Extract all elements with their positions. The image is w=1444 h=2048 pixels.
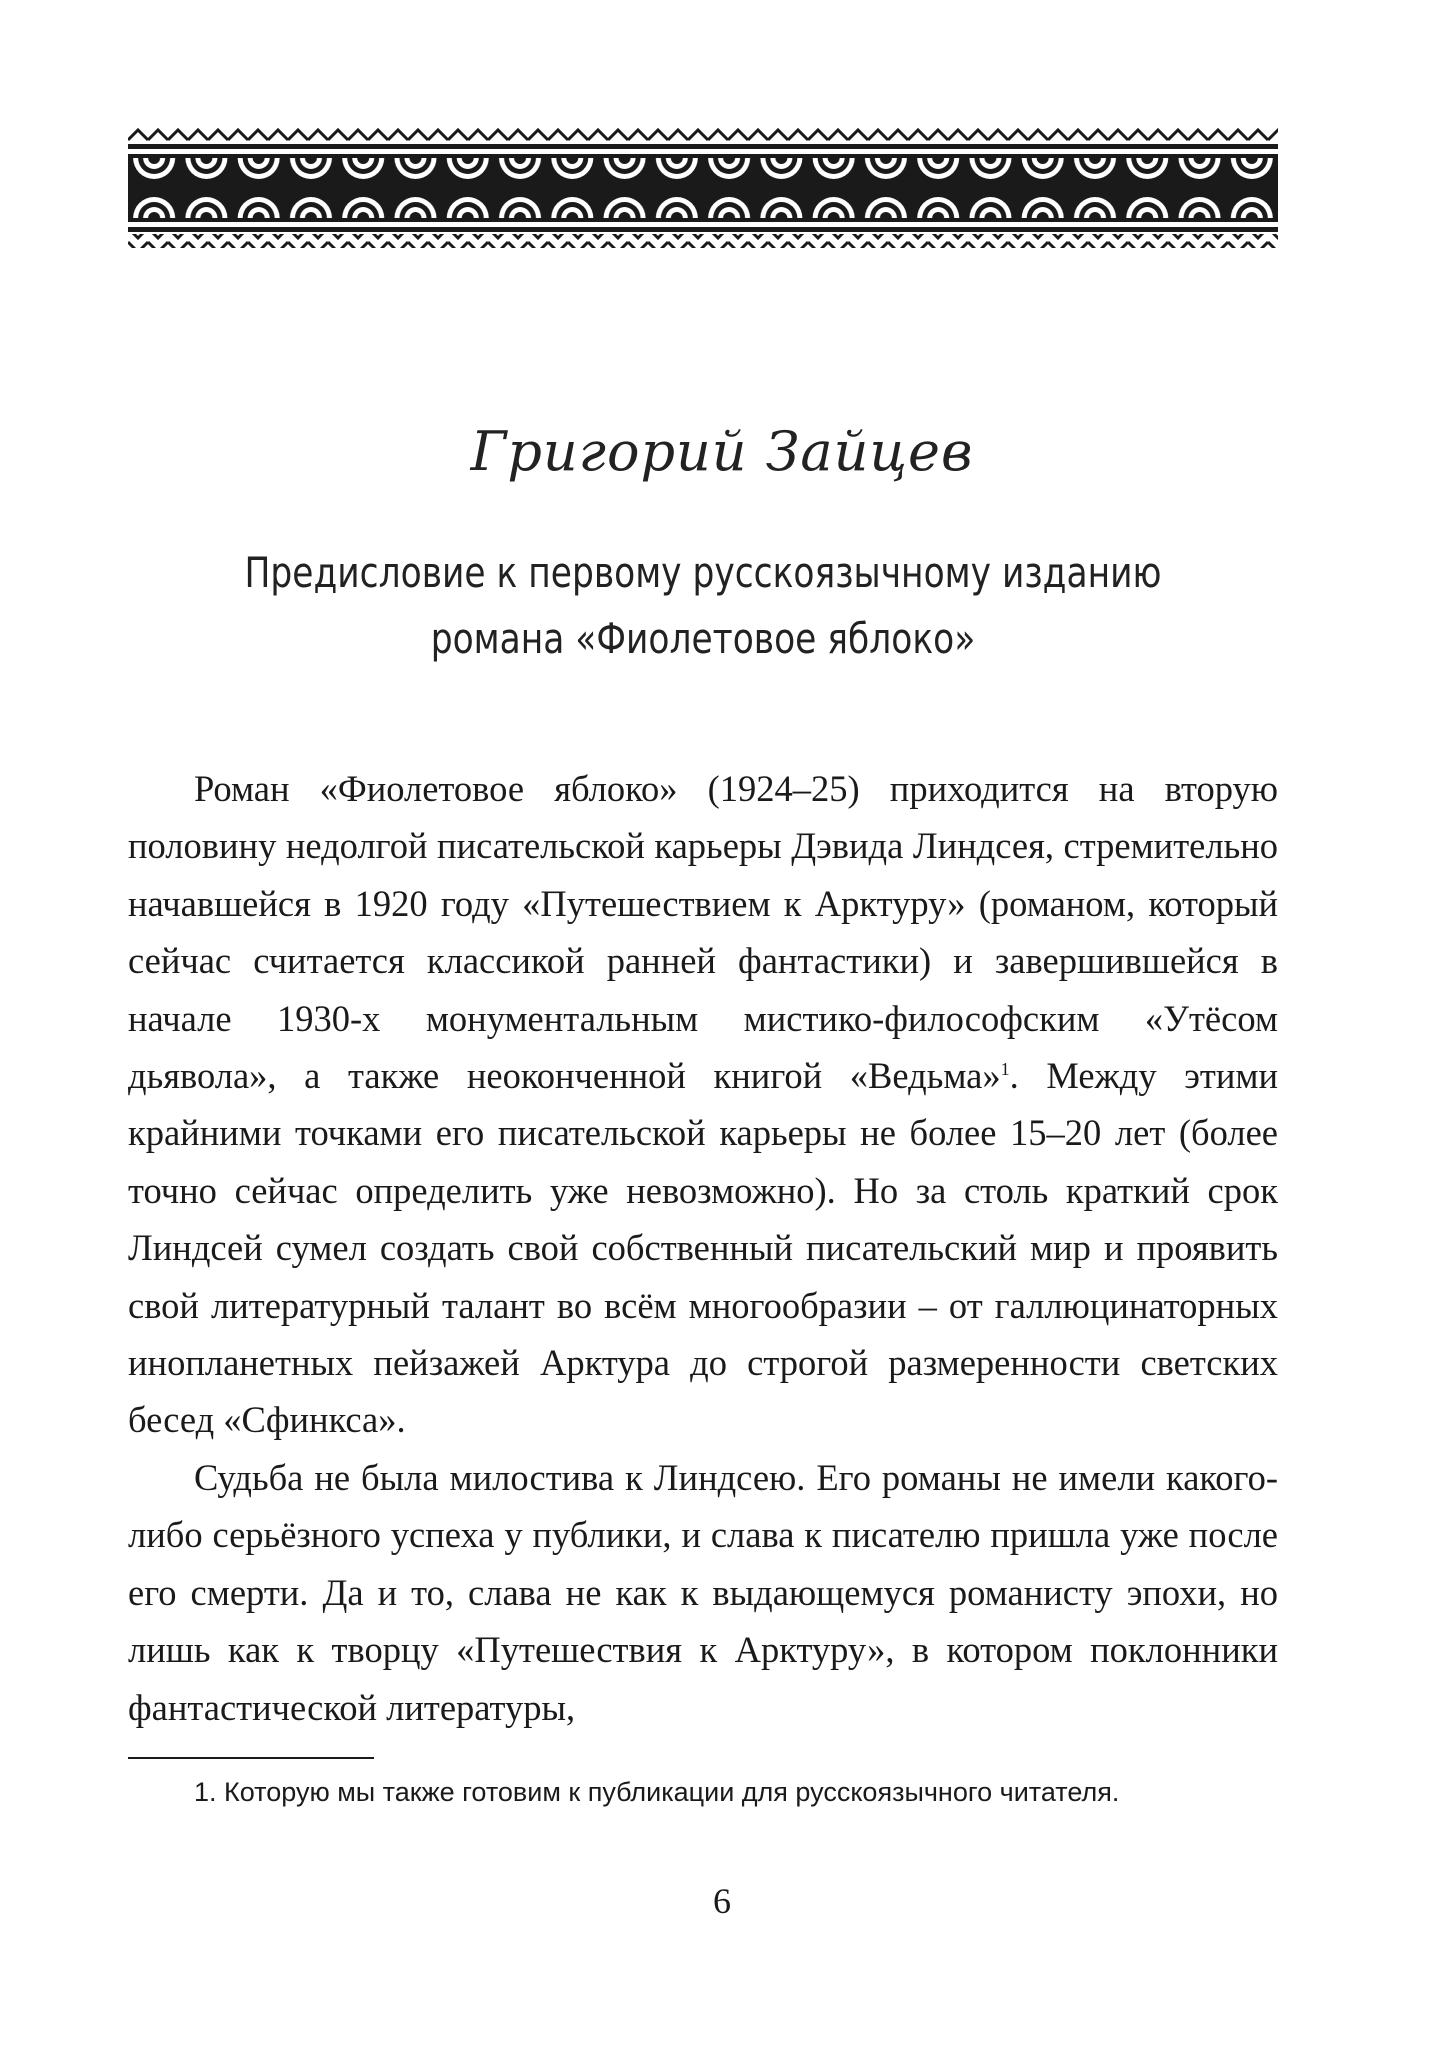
paragraph-1 <box>128 760 1278 1449</box>
subtitle-line-1: Предисловие к первому русскоязычному изданию <box>244 548 1162 597</box>
decorative-ornament-border <box>128 128 1278 248</box>
footnote: 1. Которую мы также готовим к публикации для русскоязычного читателя. <box>194 1777 1120 1807</box>
paragraph-1-part-b: . Между этими крайними точками его писательской карьеры не более 15–20 лет (более точно сейчас определить уже невозможно). Но за столь краткий срок Линдсей сумел создать свой собственный писательский мир и проявить свой литературный талант во всём многообразии – от галлюцинаторных инопланетных пейзажей Арктура до строгой размеренности светских бесед «Сфинкса». <box>128 1055 1278 1441</box>
page-number: 6 <box>713 1881 731 1921</box>
footnote-reference: 1 <box>1000 1058 1010 1079</box>
paragraph-1-part-a: Роман «Фиолетовое яблоко» (1924–25) приходится на вторую половину недолгой писательской карьеры Дэвида Линдсея, стремительно начавшейся в 1920 году «Путешествием к Арктуру» (романом, который сейчас считается классикой ранней фантастики) и завершившейся в начале 1930-х монументальным мистико-философским «Утёсом дьявола», а также неоконченной книгой «Ведьма» <box>128 768 1278 1097</box>
footnote-separator <box>128 1757 374 1759</box>
author-name: Григорий Зайцев <box>470 420 974 483</box>
paragraph-2: Судьба не была милостива к Линдсею. Его романы не имели какого-либо серьёзного успеха у публики, и слава к писателю пришла уже после его смерти. Да и то, слава не как к выдающемуся романисту эпохи, но лишь как к творцу «Путешествия к Арктуру», в котором поклонники фантастической литературы, <box>128 1456 1278 1728</box>
body-text <box>128 760 1278 1736</box>
subtitle-line-2: романа «Фиолетовое яблоко» <box>430 614 976 663</box>
chapter-subtitle <box>232 540 1175 672</box>
